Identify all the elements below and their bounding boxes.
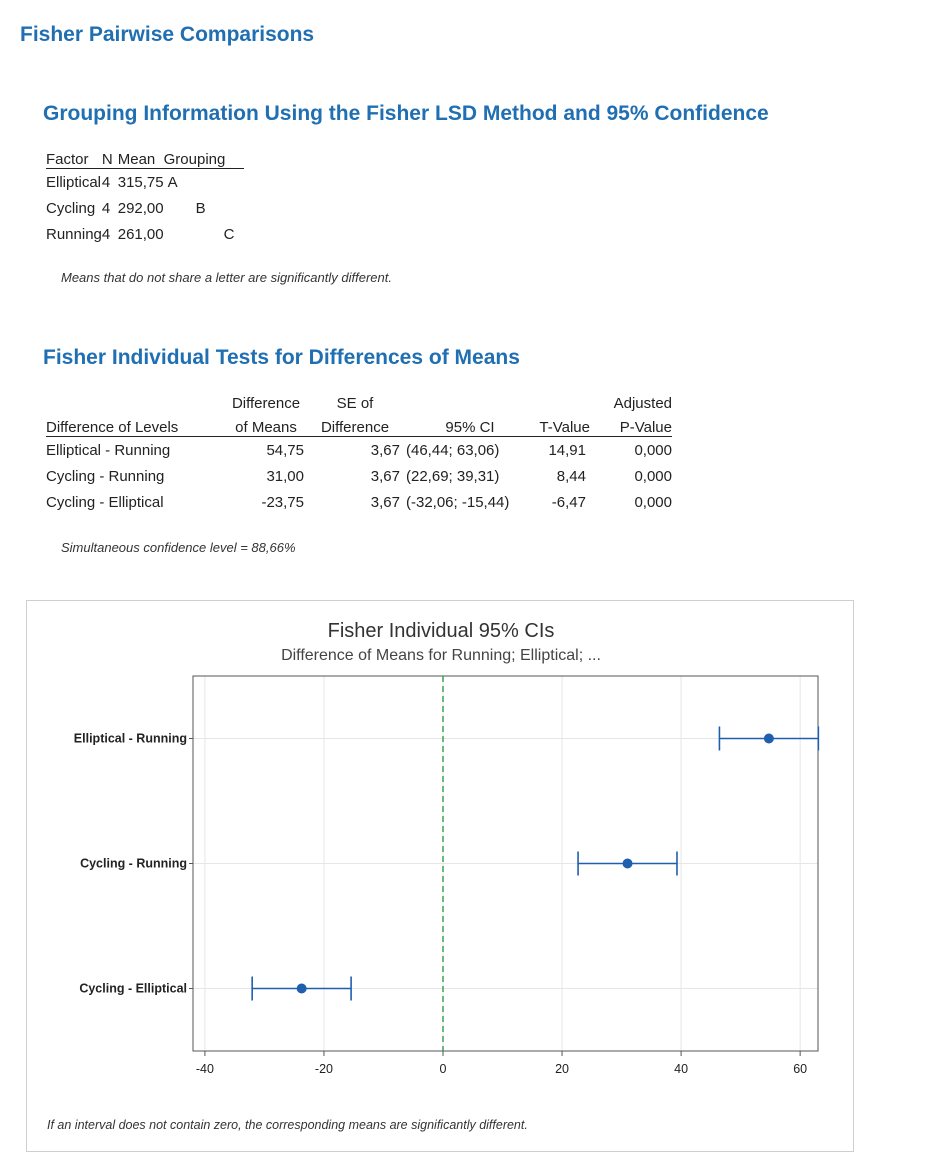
column-header — [522, 390, 590, 412]
levels-cell: Elliptical - Running — [46, 441, 171, 459]
se-cell: 3,67 — [370, 493, 400, 511]
diff-cell: 54,75 — [266, 441, 304, 459]
ci-cell: (-32,06; -15,44) — [406, 493, 510, 511]
grouping-cell — [224, 169, 244, 196]
grouping-cell — [196, 221, 224, 247]
x-tick-label: -40 — [195, 1062, 214, 1076]
factor-cell: Elliptical — [46, 173, 102, 191]
grouping-cell — [224, 195, 244, 221]
table-row — [46, 195, 244, 221]
diff-cell: 31,00 — [266, 467, 304, 485]
column-header: T-Value — [522, 412, 590, 437]
chart-subtitle: Difference of Means for Running; Elliptical; ... — [281, 647, 601, 664]
column-header: SE of — [336, 395, 374, 412]
t-value-cell: 14,91 — [548, 441, 586, 459]
column-header: Factor — [46, 146, 102, 169]
x-tick-label: 20 — [555, 1062, 570, 1076]
table-row — [46, 437, 672, 464]
column-header: Difference of Levels — [46, 412, 222, 437]
n-cell: 4 — [101, 225, 111, 243]
column-header: of Means — [222, 412, 310, 437]
ci-cell: (22,69; 39,31) — [406, 467, 500, 485]
tests-table — [46, 390, 672, 515]
ci-chart — [27, 601, 853, 1151]
levels-cell: Cycling - Elliptical — [46, 493, 164, 511]
table-row — [46, 463, 672, 489]
column-header: P-Value — [590, 412, 672, 437]
levels-cell: Cycling - Running — [46, 467, 165, 485]
grouping-cell — [164, 195, 196, 221]
table-row — [46, 489, 672, 515]
column-header: Adjusted — [613, 395, 672, 412]
ci-estimate-point — [623, 859, 633, 869]
tests-section-title: Fisher Individual Tests for Differences of Means — [43, 346, 520, 369]
grouping-cell — [196, 169, 224, 196]
grouping-note: Means that do not share a letter are significantly different. — [61, 270, 392, 285]
y-category-label: Elliptical - Running — [73, 731, 187, 746]
t-value-cell: -6,47 — [551, 493, 586, 511]
factor-cell: Cycling — [46, 199, 96, 217]
table-row — [46, 221, 244, 247]
mean-cell: 292,00 — [117, 199, 164, 217]
x-tick-label: -20 — [314, 1062, 333, 1076]
x-tick-label: 60 — [793, 1062, 808, 1076]
grouping-section-title: Grouping Information Using the Fisher LSD Method and 95% Confidence — [43, 102, 769, 125]
column-header: 95% CI — [400, 412, 522, 437]
ci-estimate-point — [297, 984, 307, 994]
chart-title: Fisher Individual 95% CIs — [327, 620, 555, 642]
t-value-cell: 8,44 — [556, 467, 586, 485]
y-category-label: Cycling - Running — [80, 856, 187, 871]
x-tick-label: 0 — [439, 1062, 447, 1076]
table-row — [46, 169, 244, 196]
column-header — [46, 390, 222, 412]
y-category-label: Cycling - Elliptical — [79, 981, 187, 996]
column-header: Grouping — [164, 146, 244, 169]
p-value-cell: 0,000 — [634, 441, 672, 459]
tests-note: Simultaneous confidence level = 88,66% — [61, 540, 296, 555]
grouping-table — [46, 146, 244, 247]
grouping-cell: B — [195, 199, 206, 217]
factor-cell: Running — [46, 225, 102, 243]
x-tick-label: 40 — [674, 1062, 689, 1076]
ci-estimate-point — [764, 734, 774, 744]
column-header — [400, 390, 522, 412]
p-value-cell: 0,000 — [634, 467, 672, 485]
grouping-cell — [164, 221, 196, 247]
page-title: Fisher Pairwise Comparisons — [20, 23, 315, 46]
n-cell: 4 — [101, 173, 111, 191]
n-cell: 4 — [101, 199, 111, 217]
p-value-cell: 0,000 — [634, 493, 672, 511]
ci-chart-panel — [26, 600, 854, 1152]
mean-cell: 261,00 — [117, 225, 164, 243]
mean-cell: 315,75 — [117, 173, 164, 191]
column-header: Difference — [310, 412, 400, 437]
ci-cell: (46,44; 63,06) — [406, 441, 500, 459]
se-cell: 3,67 — [370, 467, 400, 485]
se-cell: 3,67 — [370, 441, 400, 459]
chart-footnote: If an interval does not contain zero, the corresponding means are significantly different. — [47, 1118, 528, 1132]
diff-cell: -23,75 — [261, 493, 304, 511]
column-header: Mean — [118, 146, 164, 169]
grouping-cell: A — [167, 173, 178, 191]
grouping-cell: C — [223, 225, 235, 243]
column-header: N — [102, 146, 118, 169]
column-header: Difference — [231, 395, 301, 412]
